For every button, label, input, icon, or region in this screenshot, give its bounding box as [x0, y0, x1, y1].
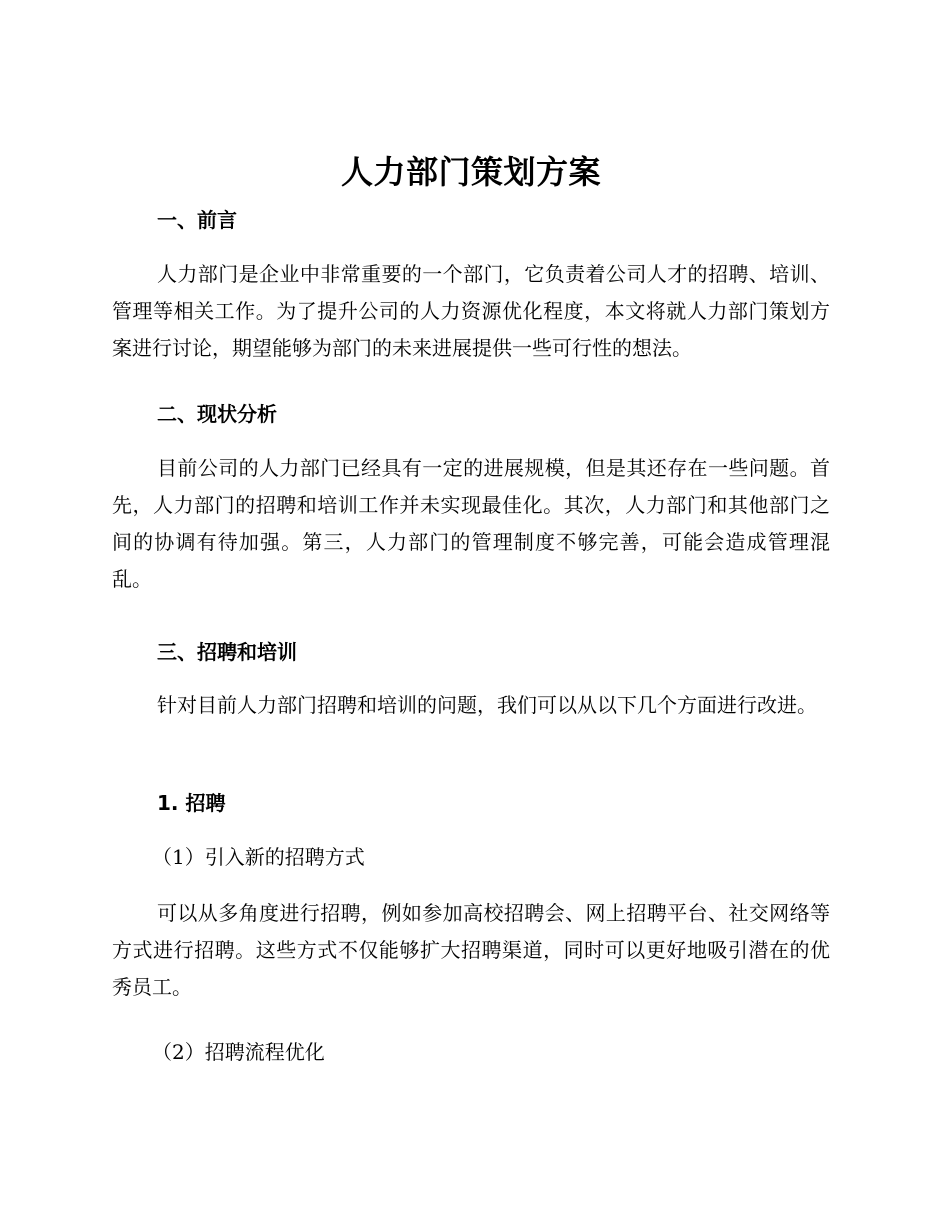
- section-heading-recruitment-training: 三、招聘和培训: [157, 640, 297, 664]
- item-heading-recruitment-process-optimization: （2）招聘流程优化: [152, 1040, 325, 1064]
- paragraph-recruitment-training: 针对目前人力部门招聘和培训的问题，我们可以从以下几个方面进行改进。: [157, 693, 817, 717]
- subsection-heading-recruitment: 1. 招聘: [157, 791, 226, 815]
- section-heading-status-analysis: 二、现状分析: [157, 402, 277, 426]
- paragraph-new-recruitment-methods: 可以从多角度进行招聘，例如参加高校招聘会、网上招聘平台、社交网络等方式进行招聘。这些方式不仅能够扩大招聘渠道，同时可以更好地吸引潜在的优秀员工。: [112, 901, 830, 999]
- item-heading-new-recruitment-methods: （1）引入新的招聘方式: [152, 845, 365, 869]
- paragraph-status-analysis: 目前公司的人力部门已经具有一定的进展规模，但是其还存在一些问题。首先，人力部门的招聘和培训工作并未实现最佳化。其次，人力部门和其他部门之间的协调有待加强。第三，人力部门的管理制度不够完善，可能会造成管理混乱。: [112, 456, 830, 591]
- paragraph-preface: 人力部门是企业中非常重要的一个部门，它负责着公司人才的招聘、培训、管理等相关工作。为了提升公司的人力资源优化程度，本文将就人力部门策划方案进行讨论，期望能够为部门的未来进展提供一些可行性的想法。: [112, 262, 830, 360]
- section-heading-preface: 一、前言: [157, 208, 237, 232]
- document-title: 人力部门策划方案: [340, 153, 601, 191]
